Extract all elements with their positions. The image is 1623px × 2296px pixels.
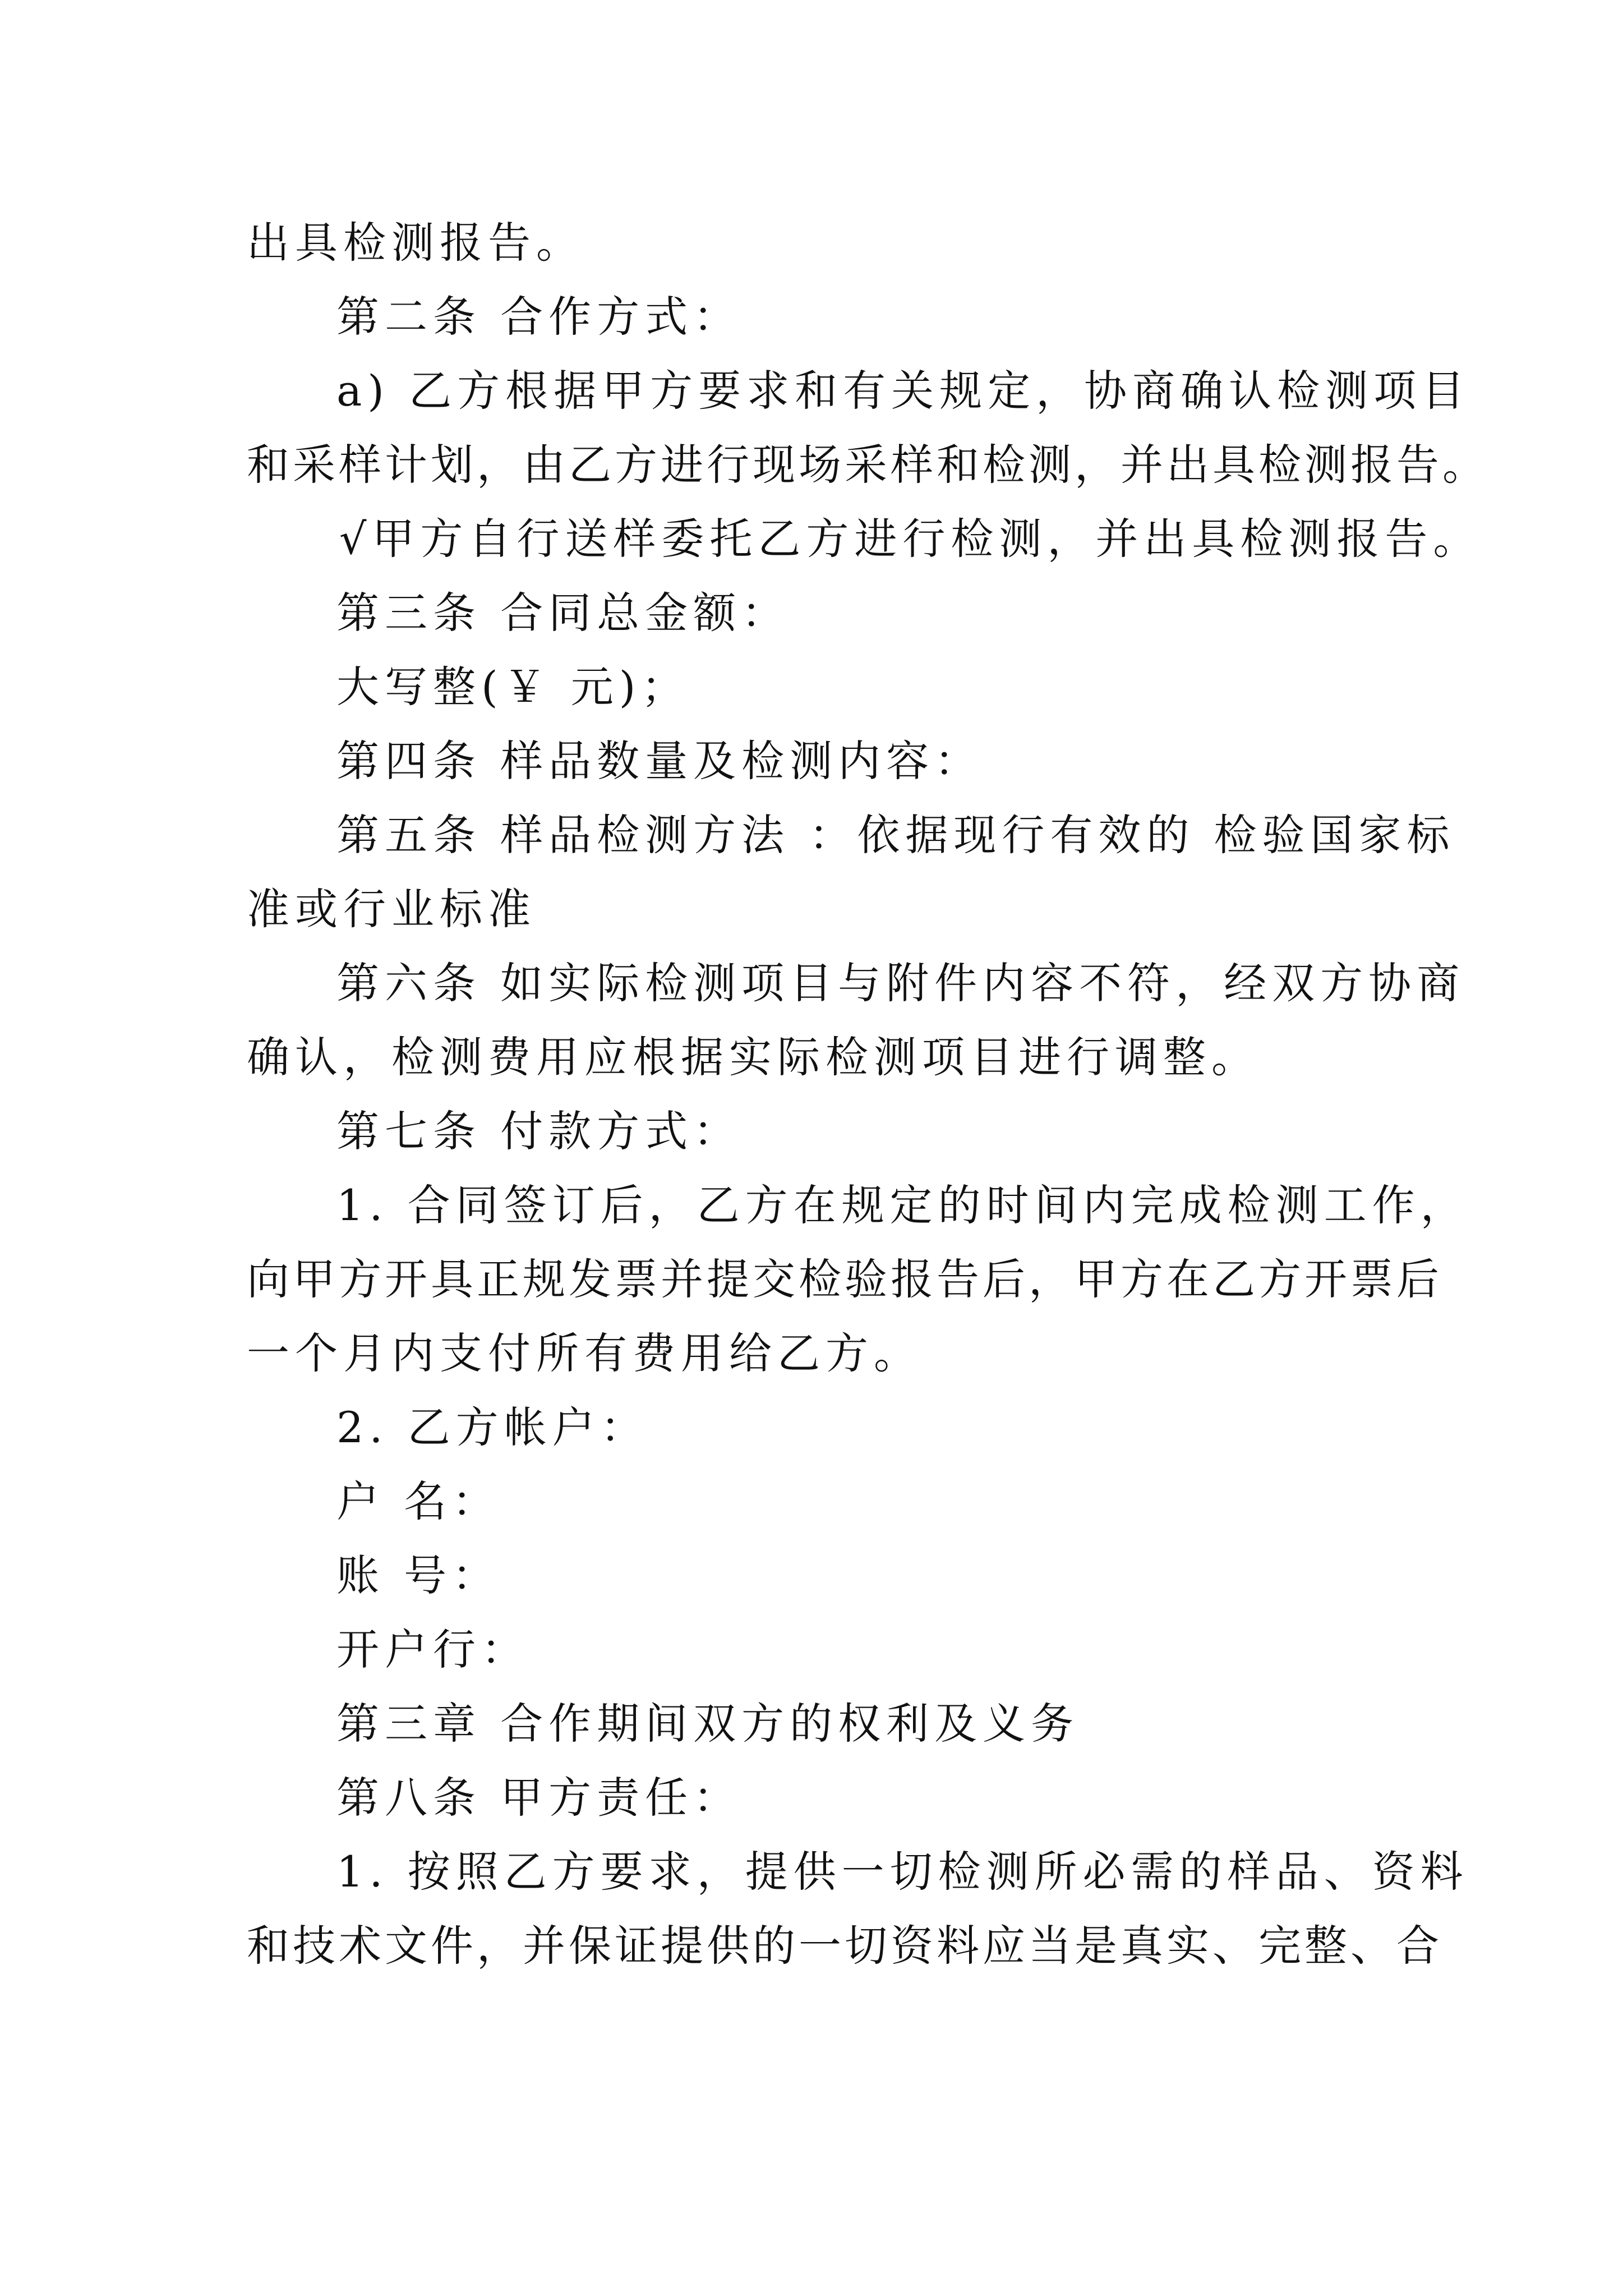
text-line-15: 向甲方开具正规发票并提交检验报告后，甲方在乙方开票后: [247, 1254, 1442, 1304]
text-line-4: 和采样计划，由乙方进行现场采样和检测，并出具检测报告。: [247, 440, 1488, 490]
text-line-22: 第八条 甲方责任：: [336, 1773, 742, 1823]
text-line-14: 1. 合同签订后，乙方在规定的时间内完成检测工作，: [336, 1180, 1469, 1230]
text-line-11: 第六条 如实际检测项目与附件内容不符，经双方协商: [336, 958, 1465, 1008]
text-line-20: 开户行：: [336, 1625, 529, 1674]
text-line-12: 确认，检测费用应根据实际检测项目进行调整。: [247, 1032, 1260, 1082]
text-line-21: 第三章 合作期间双方的权利及义务: [336, 1699, 1080, 1749]
text-line-24: 和技术文件，并保证提供的一切资料应当是真实、完整、合: [247, 1921, 1442, 1971]
text-line-1: 出具检测报告。: [247, 218, 584, 268]
text-line-17: 2. 乙方帐户：: [336, 1402, 649, 1452]
text-line-5: √甲方自行送样委托乙方进行检测，并出具检测报告。: [339, 514, 1482, 564]
text-line-8: 第四条 样品数量及检测内容：: [336, 736, 983, 786]
text-line-18: 户 名：: [336, 1476, 501, 1526]
text-line-13: 第七条 付款方式：: [336, 1106, 742, 1156]
text-line-19: 账 号：: [336, 1550, 501, 1600]
text-line-9: 第五条 样品检测方法 ：依据现行有效的 检验国家标: [336, 810, 1455, 860]
text-line-2: 第二条 合作方式：: [336, 292, 742, 342]
text-line-6: 第三条 合同总金额：: [336, 588, 790, 638]
text-line-16: 一个月内支付所有费用给乙方。: [247, 1328, 922, 1378]
text-line-10: 准或行业标准: [247, 884, 536, 934]
text-line-23: 1. 按照乙方要求，提供一切检测所必需的样品、资料: [336, 1847, 1469, 1897]
text-line-3: a) 乙方根据甲方要求和有关规定，协商确认检测项目: [336, 366, 1470, 416]
text-line-7: 大写整(￥ 元)；: [336, 662, 690, 712]
